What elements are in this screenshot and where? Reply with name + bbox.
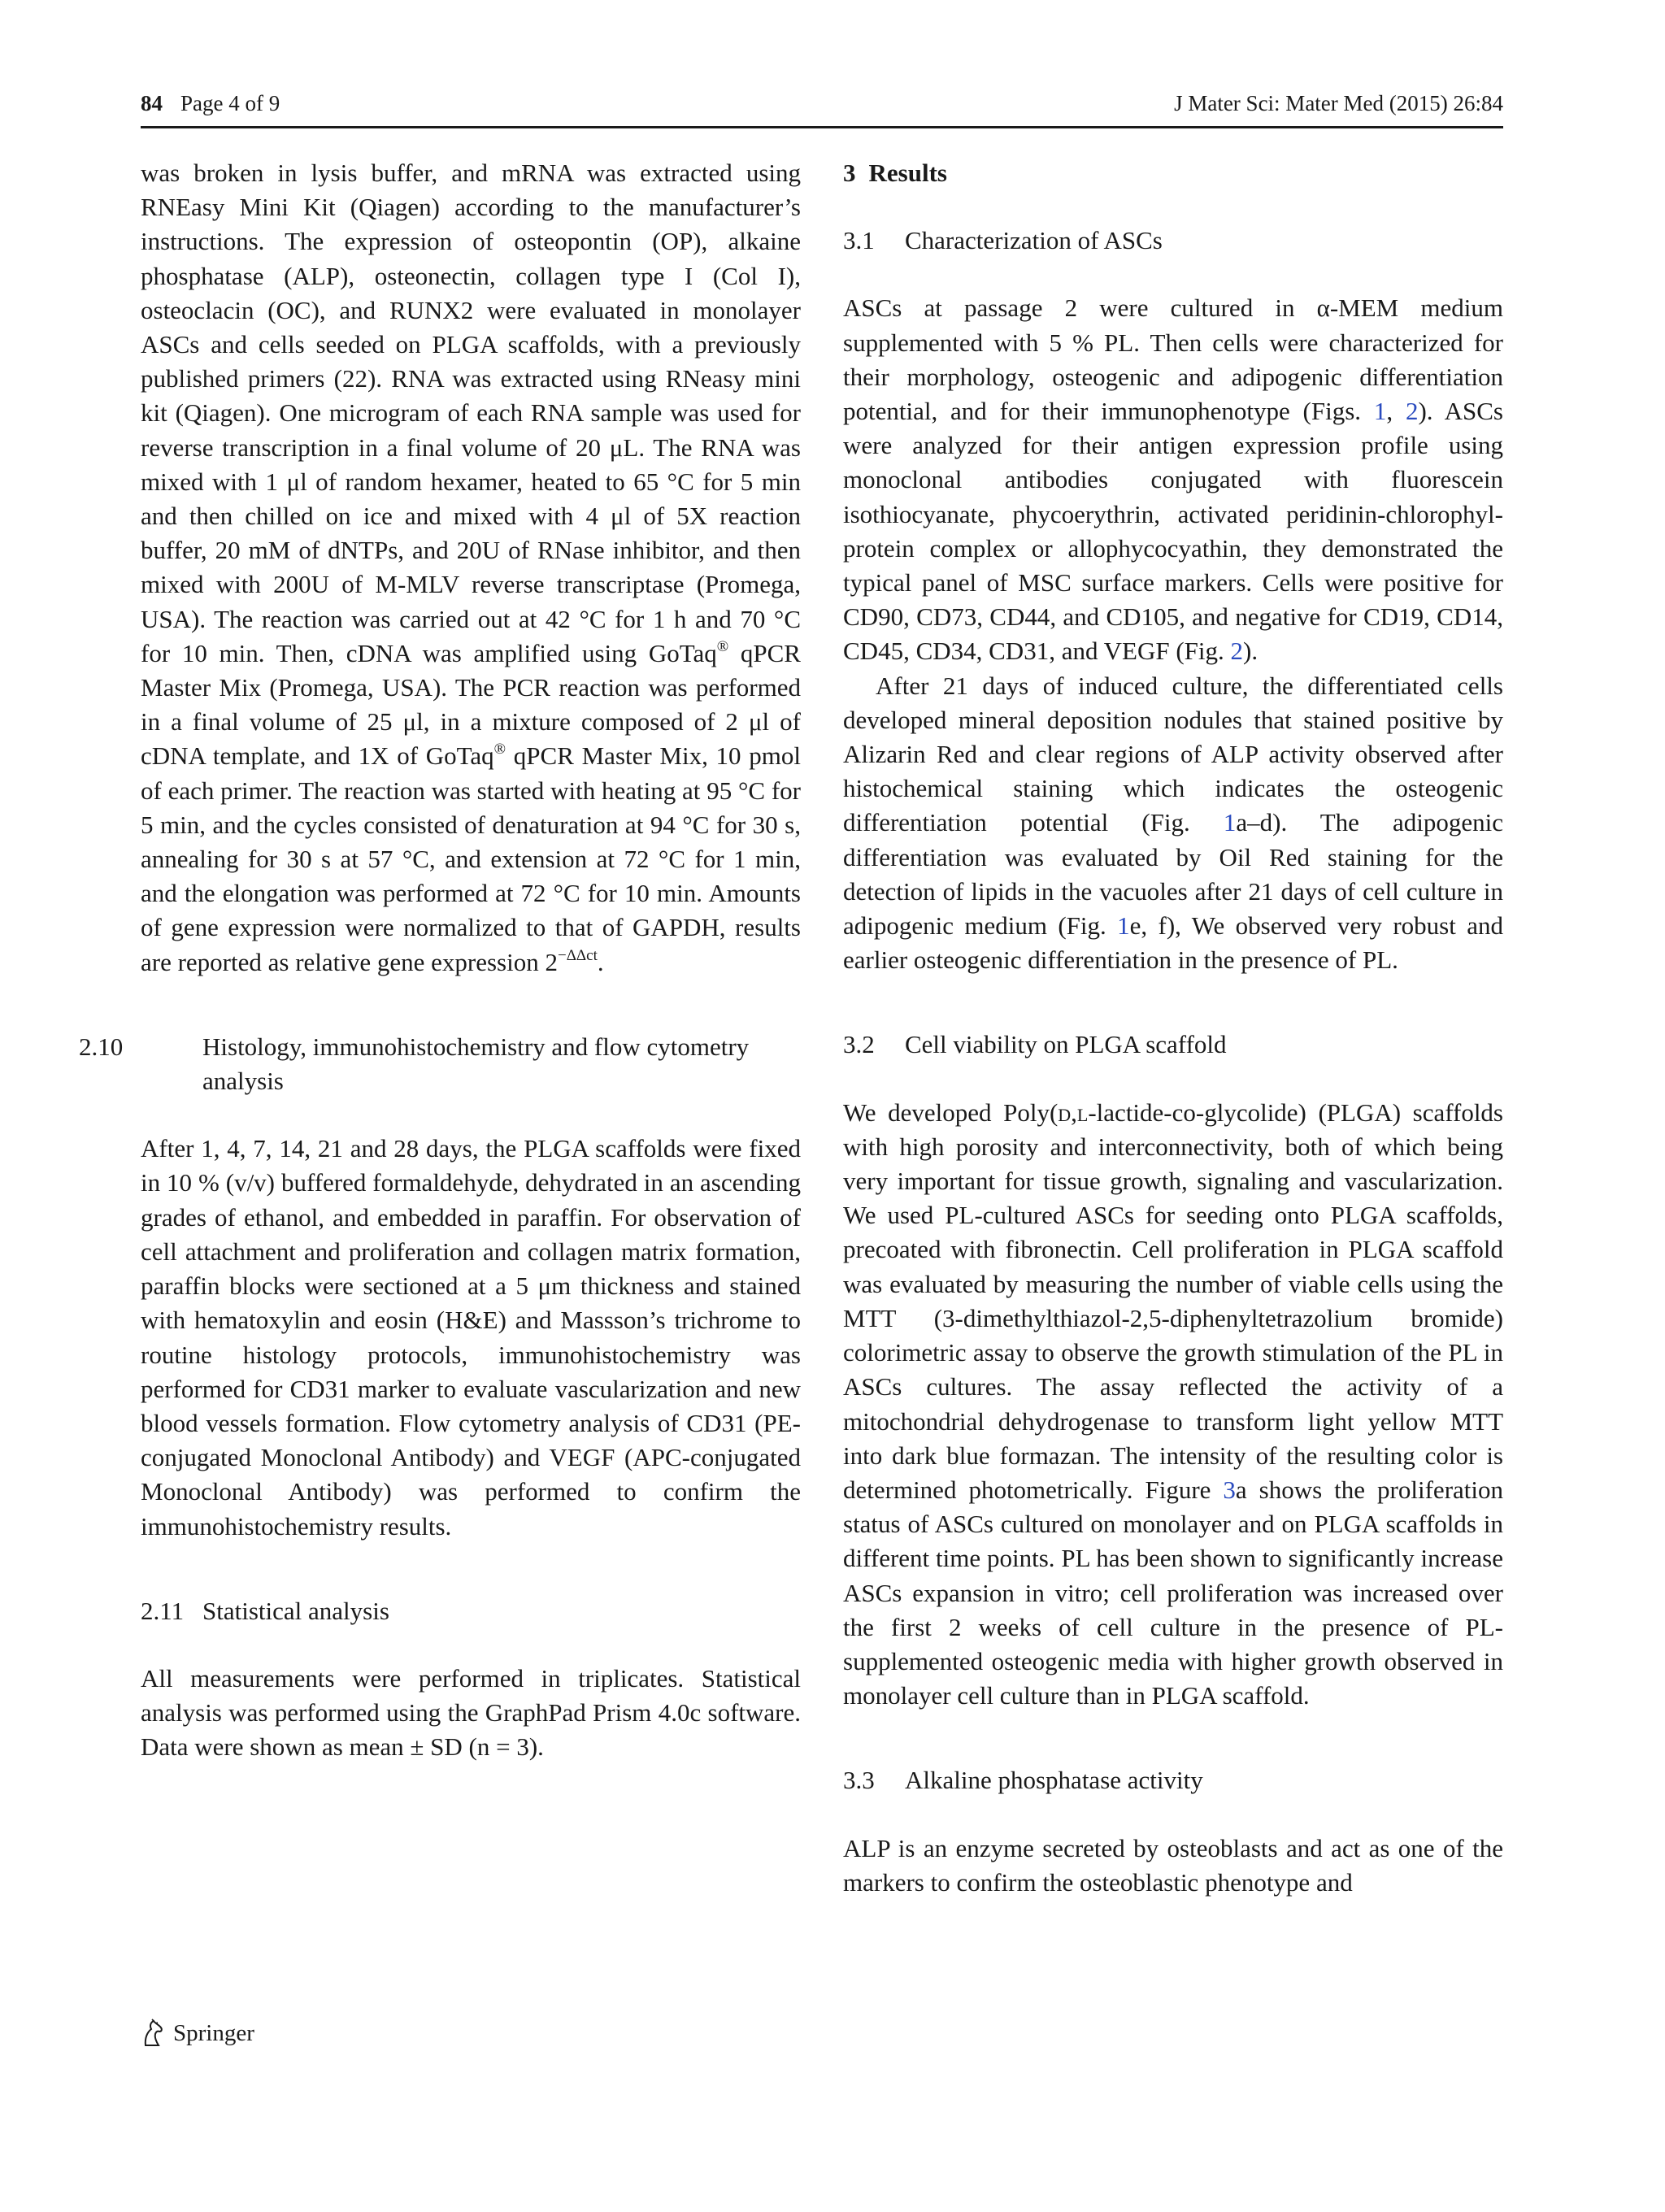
- journal-citation: J Mater Sci: Mater Med (2015) 26:84: [1174, 91, 1503, 115]
- section-heading-3-3: 3.3 Alkaline phosphatase activity: [843, 1766, 1203, 1795]
- fig-2-link[interactable]: 2: [1230, 637, 1244, 666]
- fig-1-link[interactable]: 1: [1117, 911, 1130, 941]
- results-paragraph-characterization: ASCs at passage 2 were cultured in α-MEM medium supplemented with 5 % PL. Then cells were characterized for their morphology, osteogenic and adipogenic differentiation potential, and for their immunophenotype (Figs. 1, 2). ASCs were analyzed for their antigen expression profile using monoclonal antibodies conjugated with fluorescein isothiocyanate, phycoerythrin, activated peridinin-chlorophyl-protein complex or allophycocyathin, they demonstrated the typical panel of MSC surface markers. Cells were positive for CD90, CD73, CD44, and CD105, and negative for CD19, CD14, CD45, CD34, CD31, and VEGF (Fig. 2).: [843, 293, 1503, 666]
- page-of: Page 4 of 9: [180, 91, 280, 115]
- methods-paragraph-rna: was broken in lysis buffer, and mRNA was extracted using RNEasy Mini Kit (Qiagen) according to the manufacturer’s instructions. The expression of osteopontin (OP), alkaine phosphatase (ALP), osteonectin, collagen type I (Col I), osteoclacin (OC), and RUNX2 were evaluated in monolayer ASCs and cells seeded on PLGA scaffolds, with a previously published primers (22). RNA was extracted using RNeasy mini kit (Qiagen). One microgram of each RNA sample was used for reverse transcription in a final volume of 20 μL. The RNA was mixed with 1 μl of random hexamer, heated to 65 °C for 5 min and then chilled on ice and mixed with 4 μl of 5X reaction buffer, 20 mM of dNTPs, and 20U of RNase inhibitor, and then mixed with 200U of M-MLV reverse transcriptase (Promega, USA). The reaction was carried out at 42 °C for 1 h and 70 °C for 10 min. Then, cDNA was amplified using GoTaq® qPCR Master Mix (Promega, USA). The PCR reaction was performed in a final volume of 25 μl, in a mixture composed of 2 μl of cDNA template, and 1X of GoTaq® qPCR Master Mix, 10 pmol of each primer. The reaction was started with heating at 95 °C for 5 min, and the cycles consisted of denaturation at 94 °C for 30 s, annealing for 30 s at 57 °C, and extension at 72 °C for 1 min, and the elongation was performed at 72 °C for 10 min. Amounts of gene expression were normalized to that of GAPDH, results are reported as relative gene expression $2^{-\Delta\Delta ct}$.: [141, 159, 801, 976]
- fig-2-link[interactable]: 2: [1405, 397, 1419, 426]
- publisher-name: Springer: [173, 2019, 254, 2046]
- results-paragraph-alp: ALP is an enzyme secreted by osteoblasts and act as one of the markers to confirm the osteoblastic phenotype and: [843, 1833, 1503, 1897]
- fig-3-link[interactable]: 3: [1223, 1475, 1236, 1504]
- results-paragraph-viability: We developed Poly(d,l-lactide-co-glycolide) (PLGA) scaffolds with high porosity and interconnectivity, both of which being very important for tissue growth, signaling and vascularization. We used PL-cultured ASCs for seeding onto PLGA scaffolds, precoated with fibronectin. Cell proliferation in PLGA scaffold was evaluated by measuring the number of viable cells using the MTT (3-dimethylthiazol-2,5-diphenyltetrazolium bromide) colorimetric assay to observe the growth stimulation of the PL in ASCs cultures. The assay reflected the activity of a mitochondrial dehydrogenase to transform light yellow MTT into dark blue formazan. The intensity of the resulting color is determined photometrically. Figure 3a shows the proliferation status of ASCs cultured on monolayer and on PLGA scaffolds in different time points. PL has been shown to significantly increase ASCs expansion in vitro; cell proliferation was increased over the first 2 weeks of cell culture in the presence of PL-supplemented osteogenic media with higher growth observed in monolayer cell culture than in PLGA scaffold.: [843, 1097, 1504, 1710]
- results-paragraph-differentiation: After 21 days of induced culture, the differentiated cells developed mineral deposition nodules that stained positive by Alizarin Red and clear regions of ALP activity observed after histochemical staining which indicates the osteogenic differentiation potential (Fig. 1a–d). The adipogenic differentiation was evaluated by Oil Red staining for the detection of lipids in the vacuoles after 21 days of cell culture in adipogenic medium (Fig. 1e, f), We observed very robust and earlier osteogenic differentiation in the presence of PL.: [843, 671, 1503, 975]
- section-heading-2-10: 2.10 Histology, immunohistochemistry and flow cytometry analysis: [79, 1032, 750, 1096]
- section-heading-3-2: 3.2 Cell viability on PLGA scaffold: [843, 1030, 1227, 1059]
- running-header: [141, 89, 1503, 117]
- header-rule: [141, 126, 1503, 128]
- section-heading-results: 3 Results: [843, 159, 947, 187]
- methods-paragraph-histology: After 1, 4, 7, 14, 21 and 28 days, the PLGA scaffolds were fixed in 10 % (v/v) buffered formaldehyde, dehydrated in an ascending grades of ethanol, and embedded in paraffin. For observation of cell attachment and proliferation and collagen matrix formation, paraffin blocks were sectioned at a 5 μm thickness and stained with hematoxylin and eosin (H&E) and Massson’s trichrome to routine histology protocols, immunohistochemistry was performed for CD31 marker to evaluate vascularization and new blood vessels formation. Flow cytometry analysis of CD31 (PE-conjugated Monoclonal Antibody) and VEGF (APC-conjugated Monoclonal Antibody) was performed to confirm the immunohistochemistry results.: [141, 1134, 801, 1541]
- page-footer: [141, 2019, 254, 2048]
- page-number: 84: [141, 91, 163, 115]
- section-heading-3-1: 3.1 Characterization of ASCs: [843, 226, 1163, 255]
- springer-horse-icon: [141, 2019, 167, 2048]
- left-column: [79, 156, 801, 1765]
- right-column: [843, 156, 1503, 1900]
- fig-1-link[interactable]: 1: [1223, 808, 1237, 837]
- fig-1-link[interactable]: 1: [1373, 397, 1387, 426]
- header-left: [141, 89, 280, 117]
- methods-paragraph-statistics: All measurements were performed in triplicates. Statistical analysis was performed using the GraphPad Prism 4.0c software. Data were shown as mean ± SD (n = 3).: [141, 1663, 801, 1762]
- section-heading-2-11: 2.11 Statistical analysis: [141, 1596, 389, 1625]
